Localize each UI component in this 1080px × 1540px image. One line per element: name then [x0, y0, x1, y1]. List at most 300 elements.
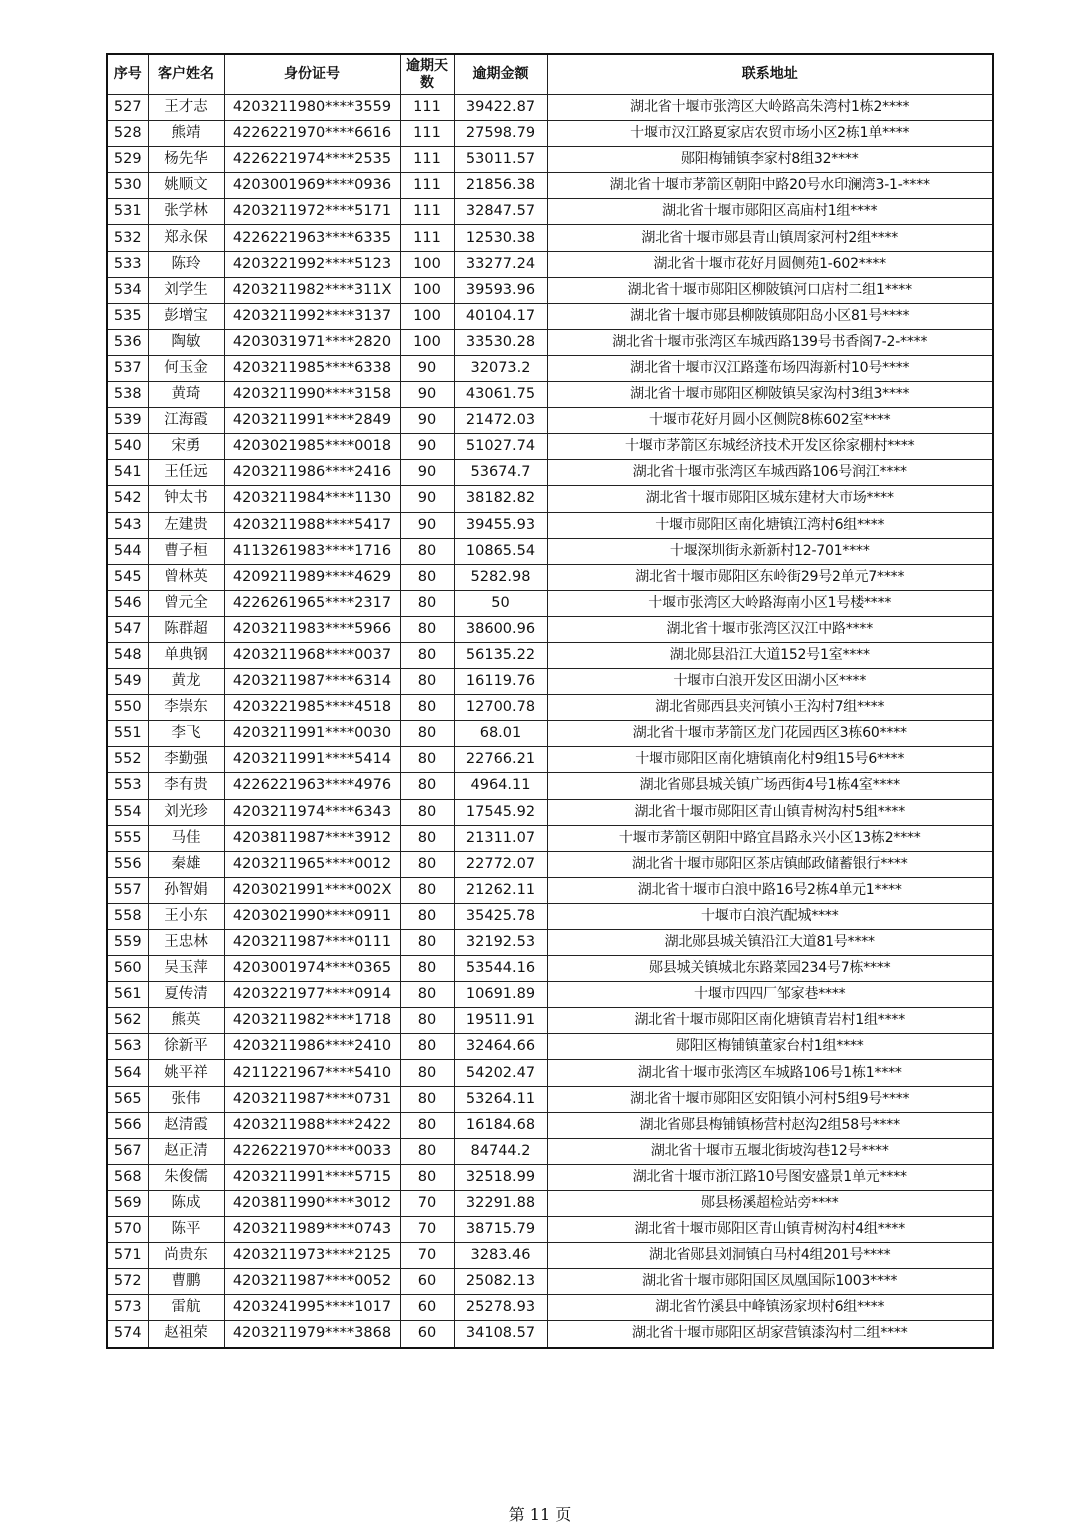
seq-cell: 560 [107, 956, 148, 982]
address-cell: 十堰市张湾区大岭路海南小区1号楼**** [547, 590, 993, 616]
address-cell: 湖北省十堰市花好月圆侧苑1-602**** [547, 251, 993, 277]
id-cell: 4226221963****4976 [224, 773, 400, 799]
address-cell: 湖北省十堰市郧阳国区凤凰国际1003**** [547, 1269, 993, 1295]
seq-cell: 549 [107, 669, 148, 695]
address-cell: 湖北省十堰市郧阳区安阳镇小河村5组9号**** [547, 1086, 993, 1112]
amount-cell: 39593.96 [454, 277, 547, 303]
name-cell: 杨先华 [148, 147, 224, 173]
amount-cell: 43061.75 [454, 382, 547, 408]
address-cell: 湖北省郧西县夹河镇小王沟村7组**** [547, 695, 993, 721]
seq-cell: 564 [107, 1060, 148, 1086]
seq-cell: 572 [107, 1269, 148, 1295]
amount-cell: 22766.21 [454, 747, 547, 773]
id-cell: 4226221970****0033 [224, 1138, 400, 1164]
days-cell: 80 [400, 903, 454, 929]
name-cell: 郑永保 [148, 225, 224, 251]
id-cell: 4203001974****0365 [224, 956, 400, 982]
table-row [107, 956, 993, 982]
seq-cell: 569 [107, 1190, 148, 1216]
table-row [107, 564, 993, 590]
address-cell: 郧阳区梅铺镇董家台村1组**** [547, 1034, 993, 1060]
id-cell: 4203211983****5966 [224, 616, 400, 642]
amount-cell: 32291.88 [454, 1190, 547, 1216]
days-cell: 111 [400, 173, 454, 199]
table-row [107, 799, 993, 825]
name-cell: 江海霞 [148, 408, 224, 434]
seq-cell: 570 [107, 1217, 148, 1243]
days-cell: 111 [400, 121, 454, 147]
amount-cell: 38715.79 [454, 1217, 547, 1243]
table-row [107, 329, 993, 355]
table-row [107, 147, 993, 173]
name-cell: 熊英 [148, 1008, 224, 1034]
amount-cell: 32464.66 [454, 1034, 547, 1060]
table-row [107, 1086, 993, 1112]
amount-cell: 32518.99 [454, 1164, 547, 1190]
id-cell: 4203211968****0037 [224, 642, 400, 668]
name-cell: 宋勇 [148, 434, 224, 460]
id-cell: 4203211979****3868 [224, 1321, 400, 1348]
address-cell: 十堰市白浪汽配城**** [547, 903, 993, 929]
amount-cell: 16184.68 [454, 1112, 547, 1138]
table-row [107, 1269, 993, 1295]
seq-cell: 533 [107, 251, 148, 277]
address-cell: 湖北省郧县刘洞镇白马村4组201号**** [547, 1243, 993, 1269]
address-cell: 十堰市汉江路夏家店农贸市场小区2栋1单**** [547, 121, 993, 147]
address-cell: 湖北郧县城关镇沿江大道81号**** [547, 930, 993, 956]
amount-cell: 12700.78 [454, 695, 547, 721]
days-cell: 80 [400, 669, 454, 695]
header-days: 逾期天数 [400, 54, 454, 95]
table-row [107, 903, 993, 929]
id-cell: 4203211986****2416 [224, 460, 400, 486]
seq-cell: 565 [107, 1086, 148, 1112]
seq-cell: 557 [107, 877, 148, 903]
amount-cell: 38600.96 [454, 616, 547, 642]
table-row [107, 1243, 993, 1269]
amount-cell: 84744.2 [454, 1138, 547, 1164]
table-row [107, 1295, 993, 1321]
seq-cell: 550 [107, 695, 148, 721]
table-row [107, 382, 993, 408]
amount-cell: 39422.87 [454, 95, 547, 121]
days-cell: 111 [400, 95, 454, 121]
id-cell: 4203021991****002X [224, 877, 400, 903]
table-row [107, 982, 993, 1008]
name-cell: 陈玲 [148, 251, 224, 277]
table-row [107, 1112, 993, 1138]
id-cell: 4203031971****2820 [224, 329, 400, 355]
table-row [107, 95, 993, 121]
id-cell: 4113261983****1716 [224, 538, 400, 564]
name-cell: 李勤强 [148, 747, 224, 773]
name-cell: 陈群超 [148, 616, 224, 642]
address-cell: 湖北省十堰市白浪中路16号2栋4单元1**** [547, 877, 993, 903]
name-cell: 曾元全 [148, 590, 224, 616]
id-cell: 4226221963****6335 [224, 225, 400, 251]
days-cell: 80 [400, 877, 454, 903]
seq-cell: 555 [107, 825, 148, 851]
id-cell: 4203211987****0111 [224, 930, 400, 956]
name-cell: 夏传清 [148, 982, 224, 1008]
name-cell: 曾林英 [148, 564, 224, 590]
days-cell: 111 [400, 199, 454, 225]
days-cell: 80 [400, 1060, 454, 1086]
table-row [107, 877, 993, 903]
days-cell: 80 [400, 538, 454, 564]
address-cell: 湖北省十堰市郧阳区青山镇青树沟村4组**** [547, 1217, 993, 1243]
address-cell: 湖北省十堰市张湾区车城路106号1栋1**** [547, 1060, 993, 1086]
amount-cell: 32192.53 [454, 930, 547, 956]
name-cell: 何玉金 [148, 355, 224, 381]
amount-cell: 25082.13 [454, 1269, 547, 1295]
table-row [107, 1138, 993, 1164]
address-cell: 湖北省十堰市五堰北街坡沟巷12号**** [547, 1138, 993, 1164]
amount-cell: 5282.98 [454, 564, 547, 590]
address-cell: 十堰市白浪开发区田湖小区**** [547, 669, 993, 695]
address-cell: 湖北省十堰市郧阳区高庙村1组**** [547, 199, 993, 225]
amount-cell: 35425.78 [454, 903, 547, 929]
id-cell: 4203211991****0030 [224, 721, 400, 747]
seq-cell: 551 [107, 721, 148, 747]
address-cell: 湖北省十堰市浙江路10号图安盛景1单元**** [547, 1164, 993, 1190]
id-cell: 4203221992****5123 [224, 251, 400, 277]
table-row [107, 1217, 993, 1243]
name-cell: 赵祖荣 [148, 1321, 224, 1348]
seq-cell: 559 [107, 930, 148, 956]
days-cell: 90 [400, 382, 454, 408]
name-cell: 曹鹏 [148, 1269, 224, 1295]
address-cell: 郧阳梅铺镇李家村8组32**** [547, 147, 993, 173]
name-cell: 王才志 [148, 95, 224, 121]
id-cell: 4203211982****1718 [224, 1008, 400, 1034]
seq-cell: 536 [107, 329, 148, 355]
table-row [107, 355, 993, 381]
amount-cell: 21311.07 [454, 825, 547, 851]
name-cell: 曹子桓 [148, 538, 224, 564]
address-cell: 十堰市郧阳区南化塘镇江湾村6组**** [547, 512, 993, 538]
seq-cell: 528 [107, 121, 148, 147]
header-amount: 逾期金额 [454, 54, 547, 95]
name-cell: 秦雄 [148, 851, 224, 877]
address-cell: 郧县城关镇城北东路菜园234号7栋**** [547, 956, 993, 982]
name-cell: 雷航 [148, 1295, 224, 1321]
days-cell: 90 [400, 486, 454, 512]
days-cell: 90 [400, 434, 454, 460]
name-cell: 王小东 [148, 903, 224, 929]
id-cell: 4211221967****5410 [224, 1060, 400, 1086]
address-cell: 湖北省十堰市张湾区大岭路高朱湾村1栋2**** [547, 95, 993, 121]
seq-cell: 567 [107, 1138, 148, 1164]
id-cell: 4203211990****3158 [224, 382, 400, 408]
table-row [107, 1034, 993, 1060]
amount-cell: 21856.38 [454, 173, 547, 199]
name-cell: 陈平 [148, 1217, 224, 1243]
overdue-customer-table-container [106, 53, 994, 1349]
address-cell: 湖北省十堰市郧阳区城东建材大市场**** [547, 486, 993, 512]
address-cell: 湖北省十堰市郧阳区东岭街29号2单元7**** [547, 564, 993, 590]
days-cell: 100 [400, 277, 454, 303]
name-cell: 张伟 [148, 1086, 224, 1112]
table-row [107, 616, 993, 642]
seq-cell: 539 [107, 408, 148, 434]
table-row [107, 721, 993, 747]
table-header [107, 54, 993, 95]
seq-cell: 534 [107, 277, 148, 303]
seq-cell: 556 [107, 851, 148, 877]
id-cell: 4226221974****2535 [224, 147, 400, 173]
table-row [107, 251, 993, 277]
table-row [107, 1164, 993, 1190]
address-cell: 湖北省十堰市郧阳区胡家营镇漆沟村二组**** [547, 1321, 993, 1348]
table-row [107, 121, 993, 147]
amount-cell: 68.01 [454, 721, 547, 747]
days-cell: 80 [400, 1112, 454, 1138]
name-cell: 朱俊儒 [148, 1164, 224, 1190]
header-row [107, 54, 993, 95]
name-cell: 彭增宝 [148, 303, 224, 329]
table-row [107, 512, 993, 538]
address-cell: 湖北省十堰市郧县青山镇周家河村2组**** [547, 225, 993, 251]
id-cell: 4203211987****0052 [224, 1269, 400, 1295]
days-cell: 90 [400, 460, 454, 486]
id-cell: 4203211991****5715 [224, 1164, 400, 1190]
name-cell: 王任远 [148, 460, 224, 486]
name-cell: 左建贵 [148, 512, 224, 538]
address-cell: 湖北省十堰市张湾区汉江中路**** [547, 616, 993, 642]
amount-cell: 53544.16 [454, 956, 547, 982]
amount-cell: 53674.7 [454, 460, 547, 486]
amount-cell: 38182.82 [454, 486, 547, 512]
seq-cell: 547 [107, 616, 148, 642]
seq-cell: 535 [107, 303, 148, 329]
seq-cell: 531 [107, 199, 148, 225]
seq-cell: 527 [107, 95, 148, 121]
id-cell: 4203211984****1130 [224, 486, 400, 512]
id-cell: 4203211987****0731 [224, 1086, 400, 1112]
days-cell: 90 [400, 512, 454, 538]
seq-cell: 532 [107, 225, 148, 251]
name-cell: 李有贵 [148, 773, 224, 799]
days-cell: 80 [400, 773, 454, 799]
days-cell: 80 [400, 1034, 454, 1060]
address-cell: 湖北省十堰市郧阳区柳陂镇河口店村二组1**** [547, 277, 993, 303]
id-cell: 4203811987****3912 [224, 825, 400, 851]
table-row [107, 199, 993, 225]
address-cell: 湖北省竹溪县中峰镇汤家坝村6组**** [547, 1295, 993, 1321]
amount-cell: 25278.93 [454, 1295, 547, 1321]
id-cell: 4226261965****2317 [224, 590, 400, 616]
seq-cell: 542 [107, 486, 148, 512]
days-cell: 80 [400, 930, 454, 956]
address-cell: 湖北省十堰市茅箭区朝阳中路20号水印澜湾3-1-**** [547, 173, 993, 199]
table-row [107, 695, 993, 721]
name-cell: 赵清霞 [148, 1112, 224, 1138]
address-cell: 十堰深圳街永新新村12-701**** [547, 538, 993, 564]
id-cell: 4203211974****6343 [224, 799, 400, 825]
id-cell: 4203211991****2849 [224, 408, 400, 434]
header-name: 客户姓名 [148, 54, 224, 95]
name-cell: 李飞 [148, 721, 224, 747]
address-cell: 湖北省郧县城关镇广场西街4号1栋4室**** [547, 773, 993, 799]
seq-cell: 541 [107, 460, 148, 486]
amount-cell: 53264.11 [454, 1086, 547, 1112]
name-cell: 张学林 [148, 199, 224, 225]
address-cell: 湖北省十堰市郧阳区青山镇青树沟村5组**** [547, 799, 993, 825]
days-cell: 100 [400, 251, 454, 277]
seq-cell: 566 [107, 1112, 148, 1138]
days-cell: 90 [400, 355, 454, 381]
id-cell: 4203211972****5171 [224, 199, 400, 225]
table-row [107, 851, 993, 877]
seq-cell: 546 [107, 590, 148, 616]
address-cell: 湖北省十堰市郧县柳陂镇郧阳岛小区81号**** [547, 303, 993, 329]
seq-cell: 571 [107, 1243, 148, 1269]
name-cell: 尚贵东 [148, 1243, 224, 1269]
seq-cell: 545 [107, 564, 148, 590]
seq-cell: 538 [107, 382, 148, 408]
days-cell: 80 [400, 982, 454, 1008]
seq-cell: 529 [107, 147, 148, 173]
id-cell: 4203811990****3012 [224, 1190, 400, 1216]
name-cell: 马佳 [148, 825, 224, 851]
header-address: 联系地址 [547, 54, 993, 95]
amount-cell: 56135.22 [454, 642, 547, 668]
table-row [107, 408, 993, 434]
seq-cell: 548 [107, 642, 148, 668]
amount-cell: 54202.47 [454, 1060, 547, 1086]
id-cell: 4203211988****5417 [224, 512, 400, 538]
header-seq: 序号 [107, 54, 148, 95]
id-cell: 4203211987****6314 [224, 669, 400, 695]
days-cell: 80 [400, 825, 454, 851]
days-cell: 60 [400, 1295, 454, 1321]
amount-cell: 33530.28 [454, 329, 547, 355]
table-row [107, 1060, 993, 1086]
address-cell: 湖北郧县沿江大道152号1室**** [547, 642, 993, 668]
days-cell: 80 [400, 799, 454, 825]
table-row [107, 1321, 993, 1348]
table-row [107, 669, 993, 695]
id-cell: 4226221970****6616 [224, 121, 400, 147]
id-cell: 4203221977****0914 [224, 982, 400, 1008]
name-cell: 刘光珍 [148, 799, 224, 825]
address-cell: 郧县杨溪超检站旁**** [547, 1190, 993, 1216]
address-cell: 十堰市花好月圆小区侧院8栋602室**** [547, 408, 993, 434]
days-cell: 80 [400, 642, 454, 668]
amount-cell: 40104.17 [454, 303, 547, 329]
id-cell: 4203021985****0018 [224, 434, 400, 460]
id-cell: 4203211982****311X [224, 277, 400, 303]
address-cell: 湖北省十堰市郧阳区柳陂镇吴家沟村3组3**** [547, 382, 993, 408]
name-cell: 王忠林 [148, 930, 224, 956]
days-cell: 70 [400, 1190, 454, 1216]
table-row [107, 930, 993, 956]
amount-cell: 39455.93 [454, 512, 547, 538]
table-row [107, 825, 993, 851]
name-cell: 徐新平 [148, 1034, 224, 1060]
table-row [107, 460, 993, 486]
id-cell: 4203021990****0911 [224, 903, 400, 929]
amount-cell: 19511.91 [454, 1008, 547, 1034]
amount-cell: 32073.2 [454, 355, 547, 381]
id-cell: 4203211991****5414 [224, 747, 400, 773]
seq-cell: 558 [107, 903, 148, 929]
amount-cell: 22772.07 [454, 851, 547, 877]
name-cell: 李崇东 [148, 695, 224, 721]
amount-cell: 53011.57 [454, 147, 547, 173]
table-row [107, 1190, 993, 1216]
name-cell: 赵正清 [148, 1138, 224, 1164]
address-cell: 十堰市茅箭区朝阳中路宜昌路永兴小区13栋2**** [547, 825, 993, 851]
table-row [107, 642, 993, 668]
days-cell: 80 [400, 1086, 454, 1112]
days-cell: 80 [400, 1008, 454, 1034]
seq-cell: 574 [107, 1321, 148, 1348]
table-row [107, 434, 993, 460]
days-cell: 80 [400, 564, 454, 590]
id-cell: 4203211965****0012 [224, 851, 400, 877]
address-cell: 湖北省郧县梅铺镇杨营村赵沟2组58号**** [547, 1112, 993, 1138]
id-cell: 4203221985****4518 [224, 695, 400, 721]
days-cell: 70 [400, 1243, 454, 1269]
seq-cell: 553 [107, 773, 148, 799]
seq-cell: 561 [107, 982, 148, 1008]
name-cell: 单典钢 [148, 642, 224, 668]
name-cell: 吴玉萍 [148, 956, 224, 982]
days-cell: 80 [400, 616, 454, 642]
days-cell: 80 [400, 747, 454, 773]
amount-cell: 32847.57 [454, 199, 547, 225]
address-cell: 湖北省十堰市郧阳区茶店镇邮政储蓄银行**** [547, 851, 993, 877]
seq-cell: 568 [107, 1164, 148, 1190]
days-cell: 80 [400, 590, 454, 616]
overdue-customer-table [106, 53, 994, 1349]
days-cell: 80 [400, 1138, 454, 1164]
address-cell: 十堰市郧阳区南化塘镇南化村9组15号6**** [547, 747, 993, 773]
seq-cell: 552 [107, 747, 148, 773]
table-body [107, 95, 993, 1348]
amount-cell: 10865.54 [454, 538, 547, 564]
amount-cell: 12530.38 [454, 225, 547, 251]
seq-cell: 544 [107, 538, 148, 564]
seq-cell: 543 [107, 512, 148, 538]
amount-cell: 27598.79 [454, 121, 547, 147]
table-row [107, 173, 993, 199]
id-cell: 4203241995****1017 [224, 1295, 400, 1321]
amount-cell: 16119.76 [454, 669, 547, 695]
days-cell: 80 [400, 695, 454, 721]
days-cell: 60 [400, 1321, 454, 1348]
days-cell: 80 [400, 1164, 454, 1190]
address-cell: 湖北省十堰市茅箭区龙门花园西区3栋60**** [547, 721, 993, 747]
page-number: 第 11 页 [508, 1505, 572, 1524]
amount-cell: 51027.74 [454, 434, 547, 460]
seq-cell: 554 [107, 799, 148, 825]
seq-cell: 540 [107, 434, 148, 460]
address-cell: 十堰市茅箭区东城经济技术开发区徐家棚村**** [547, 434, 993, 460]
name-cell: 黄龙 [148, 669, 224, 695]
seq-cell: 563 [107, 1034, 148, 1060]
id-cell: 4209211989****4629 [224, 564, 400, 590]
amount-cell: 34108.57 [454, 1321, 547, 1348]
seq-cell: 573 [107, 1295, 148, 1321]
days-cell: 111 [400, 147, 454, 173]
days-cell: 80 [400, 956, 454, 982]
table-row [107, 225, 993, 251]
id-cell: 4203211989****0743 [224, 1217, 400, 1243]
days-cell: 70 [400, 1217, 454, 1243]
